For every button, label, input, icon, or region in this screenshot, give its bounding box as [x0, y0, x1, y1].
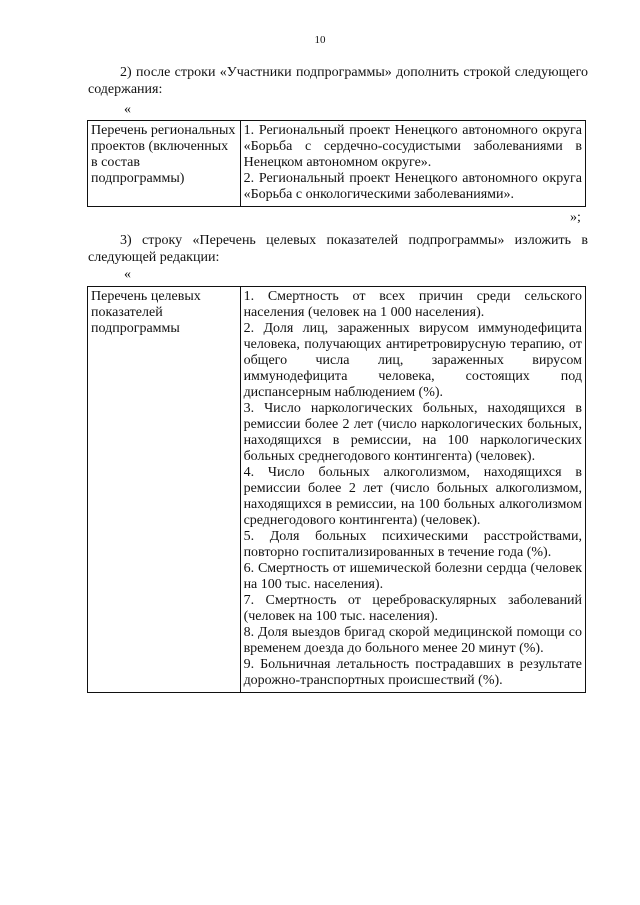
list-item: 8. Доля выездов бригад скорой медицинской помощи со временем доезда до больного менее 20 минут (%).	[243, 625, 582, 656]
close-quote-1: »;	[570, 210, 581, 225]
list-item: 1. Региональный проект Ненецкого автономного округа «Борьба с сердечно-сосудистыми заболеваниями в Ненецком автономном округе».	[243, 123, 582, 170]
list-item: 9. Больничная летальность пострадавших в результате дорожно-транспортных происшествий (%).	[243, 657, 582, 688]
page-number: 10	[314, 34, 326, 46]
target-indicators-table	[87, 286, 586, 693]
open-quote-2: «	[124, 267, 131, 282]
regional-projects-table	[87, 120, 586, 207]
section-3-text: 3) строку «Перечень целевых показателей подпрограммы» изложить в следующей редакции:	[88, 233, 588, 265]
section-2-paragraph	[88, 64, 588, 98]
section-3-paragraph	[88, 232, 588, 266]
open-quote-1: «	[124, 102, 131, 117]
table-row	[88, 121, 586, 207]
list-item: 5. Доля больных психическими расстройствами, повторно госпитализированных в течение года (%).	[243, 529, 582, 560]
table-cell-label: Перечень целевых показателей подпрограммы	[88, 287, 241, 693]
list-item: 7. Смертность от цереброваскулярных заболеваний (человек на 100 тыс. населения).	[243, 593, 582, 624]
list-item: 4. Число больных алкоголизмом, находящихся в ремиссии более 2 лет (число больных алкоголизмом, находящихся в ремиссии, на 100 больных алкоголизмом среднегодового контингента) (человек).	[243, 465, 582, 528]
table-row	[88, 287, 586, 693]
section-2-text: 2) после строки «Участники подпрограммы» дополнить строкой следующего содержания:	[88, 65, 588, 97]
list-item: 3. Число наркологических больных, находящихся в ремиссии более 2 лет (число наркологических больных, находящихся в ремиссии, на 100 наркологических больных среднегодового контингента) (человек).	[243, 401, 582, 464]
list-item: 6. Смертность от ишемической болезни сердца (человек на 100 тыс. населения).	[243, 561, 582, 592]
list-item: 1. Смертность от всех причин среди сельского населения (человек на 1 000 населения).	[243, 289, 582, 320]
list-item: 2. Региональный проект Ненецкого автономного округа «Борьба с онкологическими заболеваниями».	[243, 171, 582, 202]
table-cell-content	[240, 121, 585, 207]
list-item: 2. Доля лиц, зараженных вирусом иммунодефицита человека, получающих антиретровирусную терапию, от общего числа лиц, зараженных вирусом иммунодефицита человека, состоящих под диспансерным наблюдением (%).	[243, 321, 582, 400]
table-cell-label: Перечень региональных проектов (включенных в состав подпрограммы)	[88, 121, 241, 207]
table-cell-content	[240, 287, 585, 693]
